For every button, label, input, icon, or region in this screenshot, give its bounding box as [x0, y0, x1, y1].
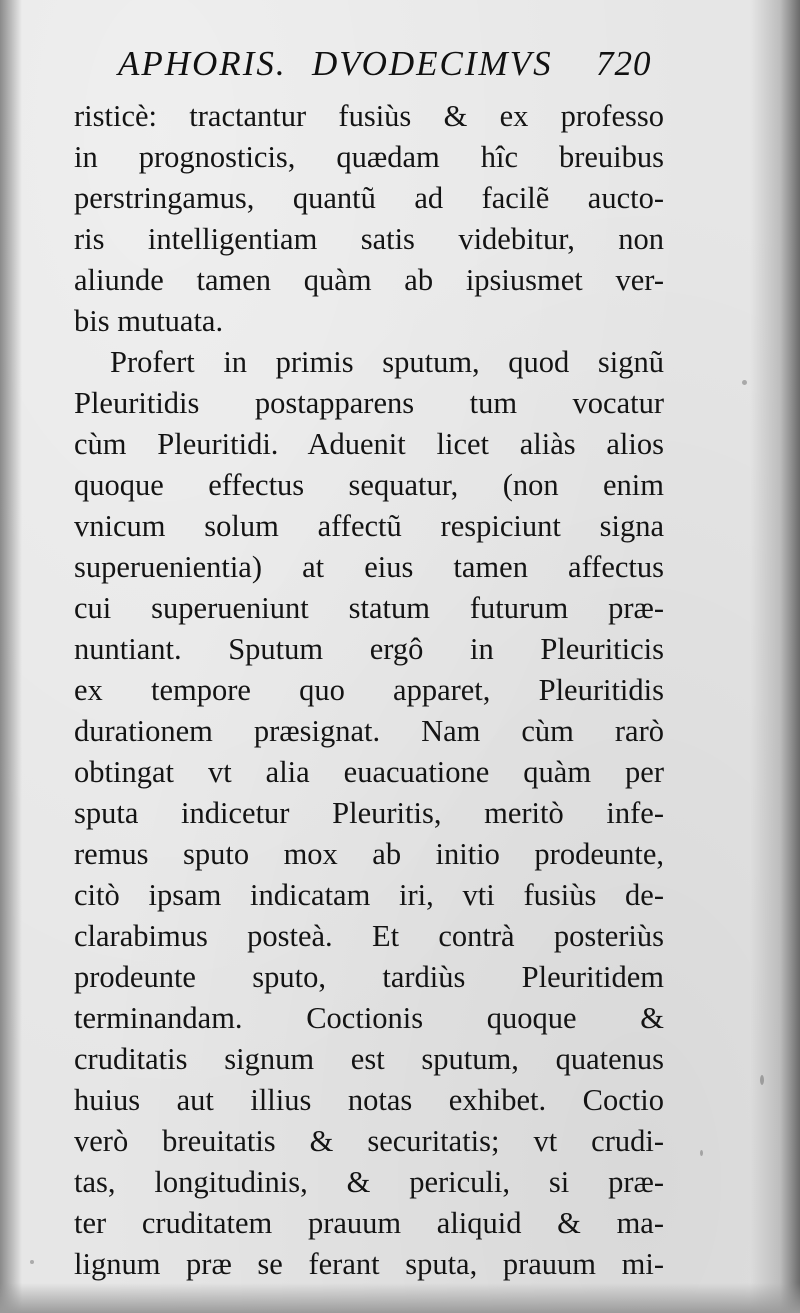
text-line: verò breuitatis & securitatis; vt crudi- — [74, 1124, 664, 1158]
body-text — [74, 96, 664, 1285]
running-head-left: APHORIS. — [118, 44, 287, 83]
text-line: obtingat vt alia euacuatione quàm per — [74, 755, 664, 789]
text-line: lignum præ se ferant sputa, prauum mi- — [74, 1247, 664, 1281]
paper-speck — [742, 380, 747, 385]
running-head — [118, 44, 678, 88]
text-line: clarabimus posteà. Et contrà posteriùs — [74, 919, 664, 953]
text-line: ter cruditatem prauum aliquid & ma- — [74, 1206, 664, 1240]
text-line: bis mutuata. — [74, 304, 224, 338]
text-line: prodeunte sputo, tardiùs Pleuritidem — [74, 960, 664, 994]
text-line: Pleuritidis postapparens tum vocatur — [74, 386, 664, 420]
paper-speck — [30, 1260, 34, 1264]
text-line: tas, longitudinis, & periculi, si præ- — [74, 1165, 664, 1199]
text-line: superuenientia) at eius tamen affectus — [74, 550, 664, 584]
text-line: terminandam. Coctionis quoque & — [74, 1001, 664, 1035]
text-line: ris intelligentiam satis videbitur, non — [74, 222, 664, 256]
text-line: ex tempore quo apparet, Pleuritidis — [74, 673, 664, 707]
page-left-shadow — [0, 0, 22, 1313]
text-line: perstringamus, quantũ ad facilẽ aucto- — [74, 181, 664, 215]
page-bottom-shadow — [0, 1283, 800, 1313]
text-line: vnicum solum affectũ respiciunt signa — [74, 509, 664, 543]
paragraph-first-line: Profert in primis sputum, quod signũ — [110, 345, 664, 379]
text-line: huius aut illius notas exhibet. Coctio — [74, 1083, 664, 1117]
text-line: citò ipsam indicatam iri, vti fusiùs de- — [74, 878, 664, 912]
running-head-title: DVODECIMVS — [312, 44, 553, 83]
page-number: 720 — [596, 44, 652, 83]
text-line: cruditatis signum est sputum, quatenus — [74, 1042, 664, 1076]
paper-speck — [760, 1075, 764, 1085]
text-line: durationem præsignat. Nam cùm rarò — [74, 714, 664, 748]
text-line: risticè: tractantur fusiùs & ex professo — [74, 99, 664, 133]
text-line: sputa indicetur Pleuritis, meritò infe- — [74, 796, 664, 830]
page-right-shadow — [750, 0, 800, 1313]
text-line: cui superueniunt statum futurum præ- — [74, 591, 664, 625]
text-line: quoque effectus sequatur, (non enim — [74, 468, 664, 502]
text-line: aliunde tamen quàm ab ipsiusmet ver- — [74, 263, 664, 297]
text-line: in prognosticis, quædam hîc breuibus — [74, 140, 664, 174]
text-line: remus sputo mox ab initio prodeunte, — [74, 837, 664, 871]
text-line: nuntiant. Sputum ergô in Pleuriticis — [74, 632, 664, 666]
text-line: cùm Pleuritidi. Aduenit licet aliàs alios — [74, 427, 664, 461]
paper-speck — [700, 1150, 703, 1156]
